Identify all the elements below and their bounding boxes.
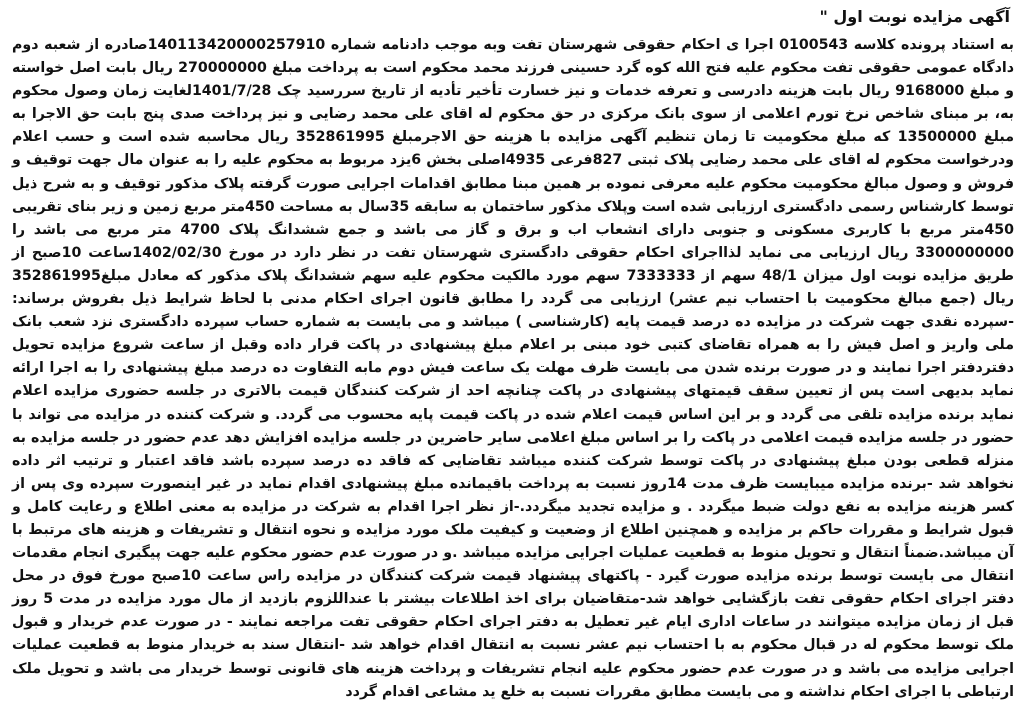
auction-notice: [12, 6, 1014, 706]
notice-body: به استناد پرونده کلاسه 0100543 اجرا ی احکام حقوقی شهرستان تفت وبه موجب دادنامه شماره 140113420000257910صادره از شعبه دوم دادگاه عمومی حقوقی تفت محکوم علیه فتح الله کوه گرد حسینی فرزند محمد محکوم است به پرداخت مبلغ 270000000 ریال بابت اصل خواسته و مبلغ 9168000 ریال بابت هزینه دادرسی و تعرفه خدمات و نیز خسارت تأخیر تأدیه از تاریخ سررسید چک 1401/7/28لغایت زمان وصول محکوم به، بر مبنای شاخص نرخ تورم اعلامی از سوی بانک مرکزی در حق محکوم له اقای علی محمد رضایی و نیز پرداخت صدی پنج بابت حق الاجرا به مبلغ 13500000 که مبلغ محکومیت تا زمان تنظیم آگهی مزایده با هزینه حق الاجرمبلغ 352861995 ریال محاسبه شده است و حسب اعلام ودرخواست محکوم له اقای علی محمد رضایی پلاک ثبتی 827فرعی 4935اصلی بخش 6یزد مربوط به محکوم علیه را به عنوان مال جهت توقیف و فروش و وصول مبالغ محکومیت محکوم علیه معرفی نموده بر همین مبنا مطابق اقدامات اجرایی صورت گرفته پلاک مذکور توقیف و به شرح ذیل توسط کارشناس رسمی دادگستری ارزیابی شده است وپلاک مذکور ساختمان به سابقه 35سال به مساحت 450متر مربع زمین و زیر بنای تقریبی 450متر مربع با کاربری مسکونی و جنوبی دارای انشعاب اب و برق و گاز می باشد و جمع ششدانگ پلاک 4700 متر مربع می باشد را 3300000000 ریال ارزیابی می نماید لذااجرای احکام حقوقی دادگستری شهرستان تفت در نظر دارد در مورخ 1402/02/30ساعت 10صبح از طریق مزایده نوبت اول میزان 48/1 سهم از 7333333 سهم مورد مالکیت محکوم علیه سهم ششدانگ پلاک مذکور که معادل مبلغ352861995 ریال (جمع مبالغ محکومیت با احتساب نیم عشر) ارزیابی می گردد را مطابق قانون اجرای احکام مدنی با لحاظ شرایط ذیل بفروش برساند: -سپرده نقدی جهت شرکت در مزایده ده درصد قیمت پایه (کارشناسی ) میباشد و می بایست به شماره حساب سپرده دادگستری نزد شعب بانک ملی واریز و اصل فیش را به همراه تقاضای کتبی خود مبنی بر اعلام مبلغ پیشنهادی در پاکت قرار داده وقبل از ساعت شروع مزایده تحویل دفتردفتر اجرا نمایند و در صورت برنده شدن می بایست ظرف مهلت یک ساعت فیش دوم مابه التفاوت ده درصد مبلغ پیشنهادی را به اجرا ارائه نماید بدیهی است پس از تعیین سقف قیمتهای پیشنهادی در پاکت چنانچه احد از شرکت کنندگان قیمت بالاتری در جلسه حضوری مزایده اعلام نماید برنده مزایده تلقی می گردد و بر این اساس قیمت اعلام شده در پاکت قیمت پایه محسوب می گردد. و شرکت کننده در مزایده می تواند با حضور در جلسه مزایده قیمت اعلامی در پاکت را بر اساس مبلغ اعلامی سایر حاضرین در جلسه مزایده افزایش دهد عدم حضور در جلسه مزایده به منزله قطعی بودن مبلغ پیشنهادی در پاکت توسط شرکت کننده میباشد تقاضایی که فاقد ده درصد سپرده باشد فاقد اعتبار و ترتیب اثر داده نخواهد شد -برنده مزایده میبایست ظرف مدت 14روز نسبت به پرداخت باقیمانده مبلغ پیشنهادی اقدام نماید در غیر اینصورت سپرده وی پس از کسر هزینه مزایده به نفع دولت ضبط میگردد . و مزایده تجدید میگردد.-از نظر اجرا اقدام به شرکت در مزایده به معنی اطلاع و رعایت کامل و قبول شرایط و مقررات حاکم بر مزایده و همچنین اطلاع از وضعیت و کیفیت ملک مورد مزایده و نحوه انتقال و تشریفات و هزینه های مرتبط با آن میباشد.ضمناً انتقال و تحویل منوط به قطعیت عملیات اجرایی مزایده میباشد .و در صورت عدم حضور محکوم علیه جهت پیگیری انجام مقدمات انتقال می بایست توسط برنده مزایده صورت گیرد - پاکتهای پیشنهاد قیمت شرکت کنندگان در مزایده راس ساعت 10صبح مورخ فوق در محل دفتر اجرای احکام حقوقی تفت بازگشایی خواهد شد-متقاضیان برای اخذ اطلاعات بیشتر با عنداللزوم بازدید از مال مورد مزایده در مدت 5 روز قبل از زمان مزایده میتوانند در ساعات اداری ایام غیر تعطیل به دفتر اجرای احکام حقوقی تفت مراجعه نمایند - در صورت عدم خریدار و قبول ملک توسط محکوم له در قبال محکوم به با احتساب نیم عشر نسبت به انتقال اقدام خواهد شد -انتقال سند به خریدار منوط به قطعیت عملیات اجرایی مزایده می باشد و در صورت عدم حضور محکوم علیه انجام تشریفات و پرداخت هزینه های قانونی توسط خریدار می باشد و تحویل ملک ارتباطی با اجرای احکام نداشته و می بایست مطابق مقررات نسبت به خلع ید مشاعی اقدام گردد: [12, 37, 1015, 700]
notice-title: آگهی مزایده نوبت اول ": [819, 7, 1010, 26]
